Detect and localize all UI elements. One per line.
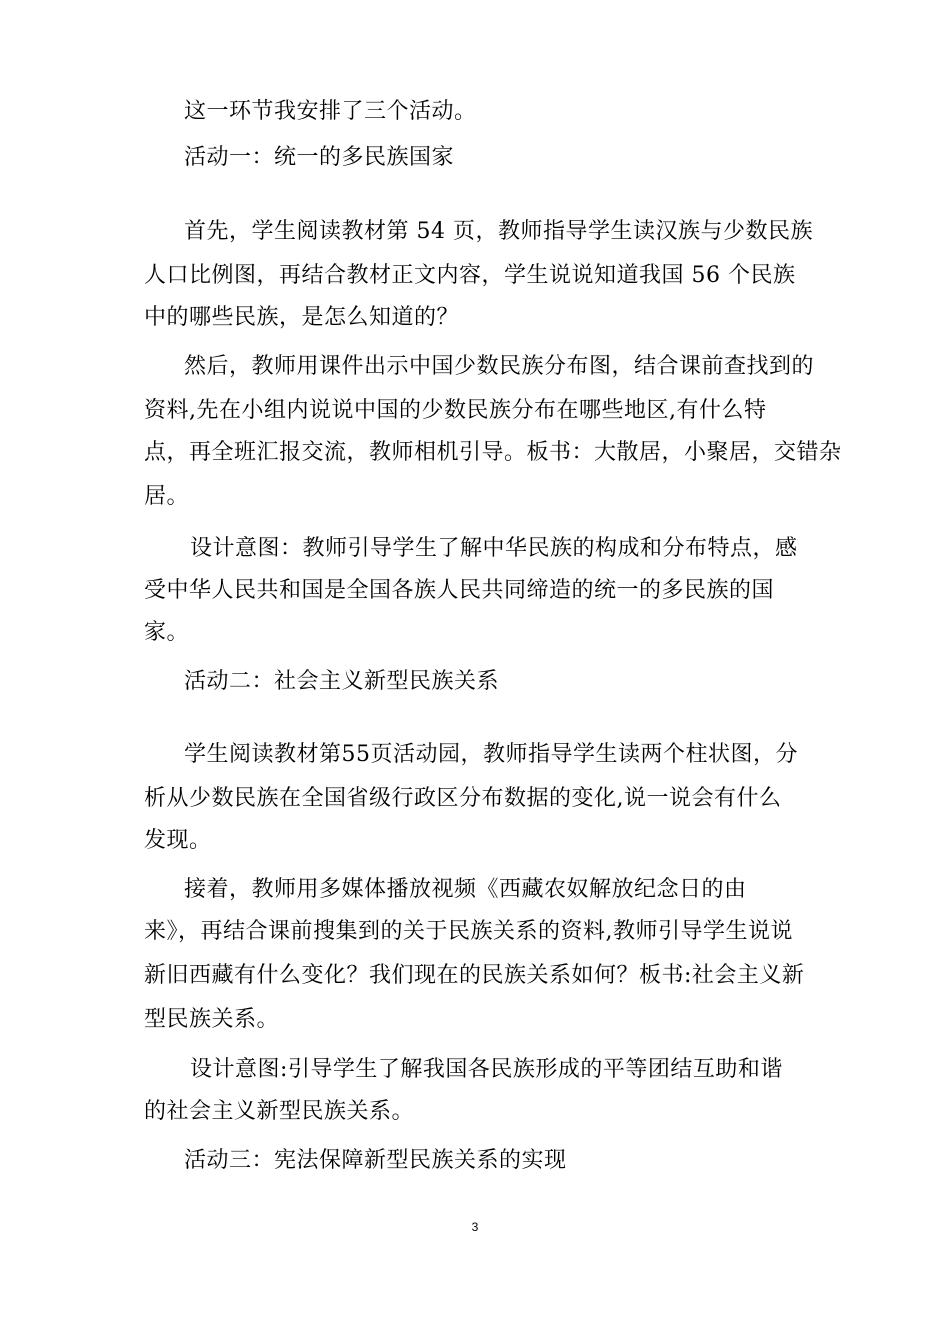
page-number: 3 <box>471 1220 479 1234</box>
text-line: 家。 <box>144 620 190 645</box>
text-line: 人口比例图，再结合教材正文内容，学生说说知道我国 56 个民族 <box>144 263 796 288</box>
text-line: 的社会主义新型民族关系。 <box>144 1099 415 1124</box>
text-line: 然后，教师用课件出示中国少数民族分布图，结合课前查找到的 <box>184 354 815 379</box>
text-line: 析从少数民族在全国省级行政区分布数据的变化,说一说会有什么 <box>144 786 782 811</box>
text-line: 学生阅读教材第55页活动园，教师指导学生读两个柱状图，分 <box>184 742 798 767</box>
text-line: 设计意图：教师引导学生了解中华民族的构成和分布特点，感 <box>190 536 798 561</box>
text-line: 中的哪些民族，是怎么知道的？ <box>144 305 460 330</box>
text-line: 设计意图:引导学生了解我国各民族形成的平等团结互助和谐 <box>190 1057 783 1082</box>
text-line: 受中华人民共和国是全国各族人民共同缔造的统一的多民族的国 <box>144 578 775 603</box>
text-line: 型民族关系。 <box>144 1007 280 1032</box>
text-line: 接着，教师用多媒体播放视频《西藏农奴解放纪念日的由 <box>184 877 747 902</box>
activity-heading: 活动三：宪法保障新型民族关系的实现 <box>184 1148 567 1173</box>
activity-heading: 活动一：统一的多民族国家 <box>184 145 455 170</box>
text-line: 发现。 <box>144 828 212 853</box>
activity-heading: 活动二：社会主义新型民族关系 <box>184 669 500 694</box>
text-line: 来》，再结合课前搜集到的关于民族关系的资料,教师引导学生说说 <box>144 919 793 944</box>
text-line: 新旧西藏有什么变化？我们现在的民族关系如何？板书:社会主义新 <box>144 963 805 988</box>
text-line: 首先，学生阅读教材第 54 页，教师指导学生读汉族与少数民族 <box>184 219 813 244</box>
text-line: 点，再全班汇报交流，教师相机引导。板书：大散居，小聚居，交错杂 <box>144 440 842 465</box>
text-line: 这一环节我安排了三个活动。 <box>184 99 477 124</box>
text-line: 资料,先在小组内说说中国的少数民族分布在哪些地区,有什么特 <box>144 398 767 423</box>
text-line: 居。 <box>144 484 190 509</box>
